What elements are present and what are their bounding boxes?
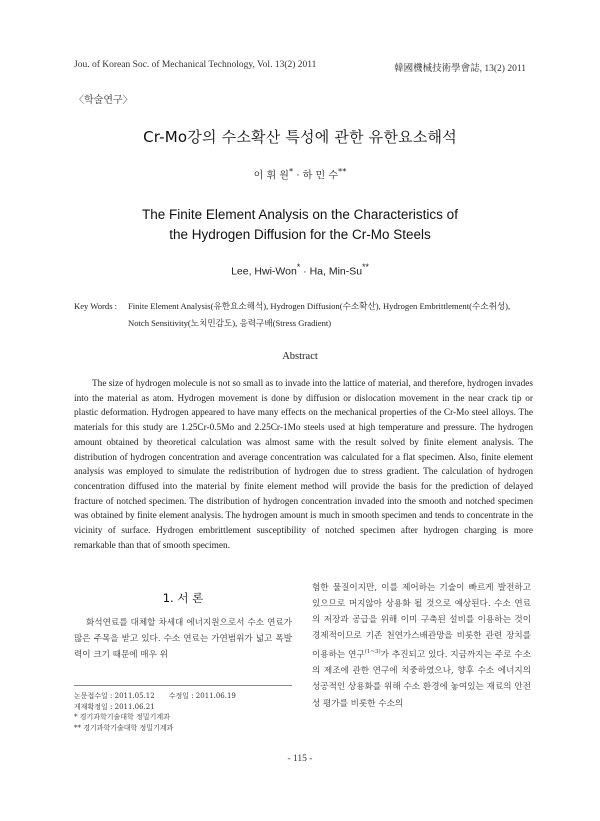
author-2-english: Ha, Min-Su (309, 265, 363, 278)
intro-text-before-ref: 험한 물질이지만, 이를 제어하는 기술이 빠르게 발전하고 있으므로 머지않아 상용화 될 것으로 예상된다. 수소 연료의 저장과 공급을 위해 이미 구축된 설비를 이용하는 것이 경제적이므로 기존 천연가스배관망을 비롯한 관련 장치를 이용하는 연구 (312, 583, 531, 661)
affiliation-1: * 경기과학기술대학 정밀기계과 (74, 713, 170, 722)
revised-date: 수정일 : 2011.06.19 (168, 692, 236, 700)
right-column (312, 580, 531, 712)
received-date: 논문접수일 : 2011.05.12 (74, 692, 155, 700)
author-separator: · (293, 170, 303, 182)
intro-text-after-ref: 가 추진되고 있다. 지금까지는 주로 수소의 제조에 관한 연구에 치중하였으나, 향후 수소 에너지의 성공적인 상용화를 위해 수소 환경에 놓여있는 재료의 안전성 평가를 비롯한 수소의 (312, 650, 531, 709)
korean-title: Cr-Mo강의 수소확산 특성에 관한 유한요소해석 (143, 128, 457, 146)
english-title-line-1: The Finite Element Analysis on the Characteristics of (142, 207, 458, 222)
abstract-text: The size of hydrogen molecule is not so small as to invade into the lattice of material, and therefore, hydrogen invades into the material as atom. Hydrogen movement is done by diffusion or dislocation movement in the near crack tip or plastic deformation. Hydrogen appeared to have many effects on the mechanical properties of the Cr-Mo steel alloys. The materials for this study are 1.25Cr-0.5Mo and 2.25Cr-1Mo steels used at high temperature and pressure. The hydrogen amount obtained by theoretical calculation was almost same with the result solved by finite element analysis. The distribution of hydrogen concentration and average concentration was calculated for a flat specimen. Also, finite element analysis was employed to simulate the redistribution of hydrogen due to stress gradient. The calculation of hydrogen concentration diffused into the material by finite element method will provide the basis for the prediction of delayed fracture of notched specimen. The distribution of hydrogen concentration invaded into the smooth and notched specimen was obtained by finite element analysis. The hydrogen amount is much in smooth specimen and tends to concentrate in the vicinity of surface. Hydrogen embrittlement susceptibility of notched specimen after hydrogen charging is more remarkable than that of smooth specimen. (74, 379, 533, 551)
intro-paragraph-left: 화석연료를 대체할 차세대 에너지원으로서 수소 연료가 많은 주목을 받고 있다. 수소 연료는 가연범위가 넓고 폭발력이 크기 때문에 매우 위 (74, 618, 292, 661)
author-1-korean: 이 휘 원 (253, 170, 289, 182)
author-1-english: Lee, Hwi-Won (231, 265, 297, 278)
section-heading-introduction: 1. 서 론 (162, 591, 204, 605)
keywords-line-1: Finite Element Analysis(유한요소해석), Hydrogen Diffusion(수소확산), Hydrogen Embrittlement(수소취성), (128, 301, 511, 311)
keywords-line-2: Notch Sensitivity(노치민감도), 응력구배(Stress Gradient) (128, 318, 332, 328)
korean-authors (0, 166, 600, 181)
left-column (74, 590, 292, 663)
footnotes (74, 685, 292, 733)
author-1-mark-english: * (296, 262, 301, 272)
author-separator-english: · (300, 265, 310, 278)
abstract-heading: Abstract (282, 351, 318, 362)
journal-citation-english: Jou. of Korean Soc. of Mechanical Technology, Vol. 13(2) 2011 (74, 60, 317, 70)
article-category-tag: 〈학술연구〉 (74, 95, 133, 106)
english-title (0, 205, 600, 245)
author-2-korean: 하 민 수 (302, 170, 339, 182)
keywords-block (74, 298, 534, 332)
affiliation-2: ** 경기과학기술대학 정밀기계과 (74, 723, 174, 732)
page-number: - 115 - (287, 754, 313, 764)
english-authors (0, 262, 600, 278)
accepted-date: 게재확정일 : 2011.06.21 (74, 702, 155, 711)
english-title-line-2: the Hydrogen Diffusion for the Cr-Mo Steels (169, 227, 431, 242)
author-1-mark: * (288, 166, 294, 176)
citation-reference: (1~3) (364, 649, 381, 656)
author-2-mark: ** (338, 166, 347, 176)
author-2-mark-english: ** (362, 262, 369, 272)
keywords-label: Key Words : (74, 301, 118, 311)
intro-paragraph-right (312, 580, 531, 712)
journal-citation-korean: 韓國機械技術學會誌, 13(2) 2011 (394, 64, 526, 74)
running-header (74, 60, 526, 74)
